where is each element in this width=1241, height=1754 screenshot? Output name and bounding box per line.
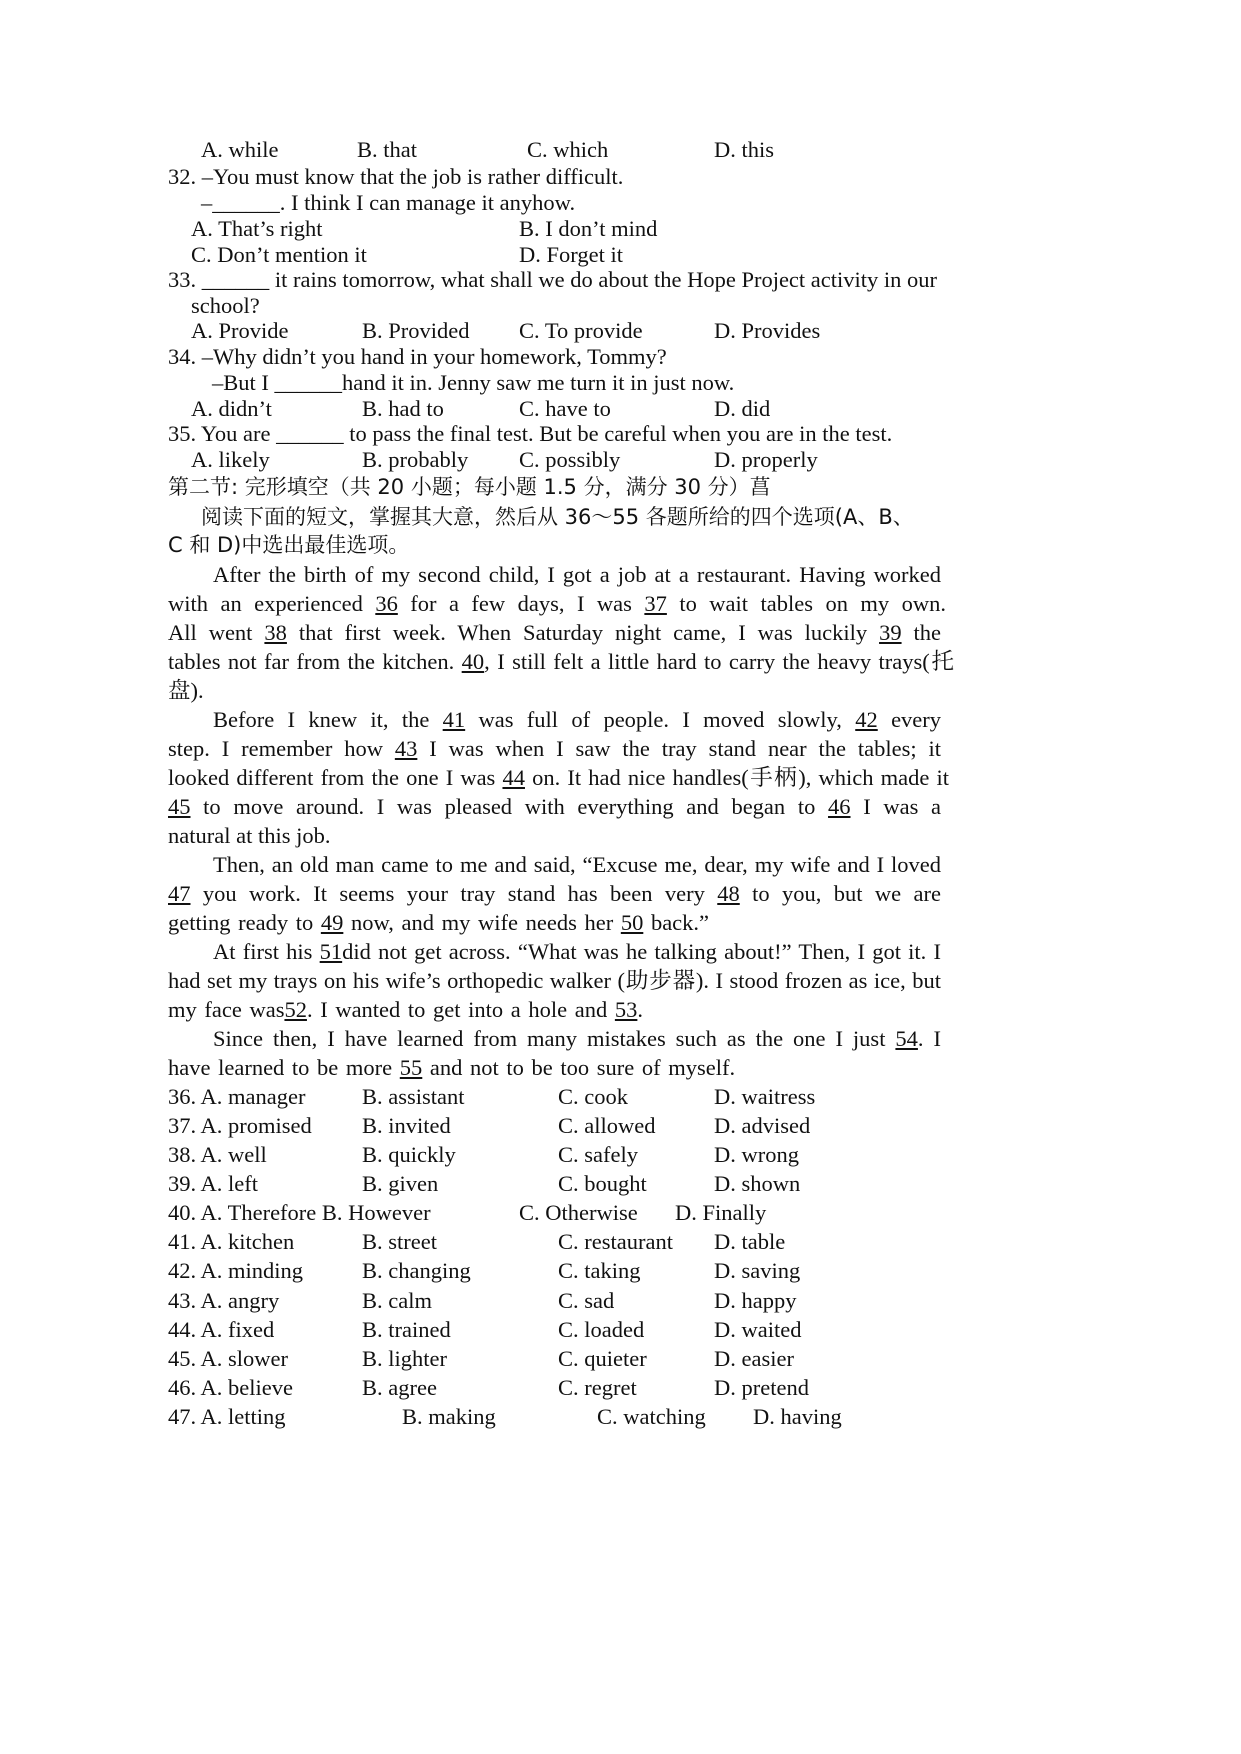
q35-stem: 35. You are ______ to pass the final test. But be careful when you are in the test. bbox=[168, 421, 893, 446]
cloze-option-46-b: B. agree bbox=[362, 1375, 437, 1400]
passage-line: 47 you work. It seems your tray stand has been very 48 to you, but we are bbox=[168, 881, 942, 906]
q32-option-b: B. I don’t mind bbox=[519, 216, 658, 241]
cloze-option-43-b: B. calm bbox=[362, 1288, 432, 1313]
passage-line: 盘). bbox=[168, 678, 204, 703]
blank-43: 43 bbox=[394, 736, 418, 761]
cloze-option-36-d: D. waitress bbox=[714, 1084, 816, 1109]
cloze-option-45-b: B. lighter bbox=[362, 1346, 447, 1371]
q34-option-b: B. had to bbox=[362, 396, 444, 421]
cloze-option-39-d: D. shown bbox=[714, 1171, 801, 1196]
blank-39: 39 bbox=[879, 620, 902, 645]
cloze-option-47-d: D. having bbox=[753, 1404, 842, 1429]
blank-55: 55 bbox=[399, 1055, 423, 1080]
passage-line: my face was52. I wanted to get into a hole and 53. bbox=[168, 997, 643, 1022]
q34-option-c: C. have to bbox=[519, 396, 611, 421]
q35-option-a: A. likely bbox=[191, 447, 270, 472]
passage-line: After the birth of my second child, I got a job at a restaurant. Having worked bbox=[213, 562, 941, 587]
q32-reply: –______. I think I can manage it anyhow. bbox=[201, 190, 576, 215]
cloze-option-46-a: 46. A. believe bbox=[168, 1375, 293, 1400]
blank-51: 51 bbox=[319, 939, 343, 964]
cloze-option-36-c: C. cook bbox=[558, 1084, 628, 1109]
passage-line: getting ready to 49 now, and my wife needs her 50 back.” bbox=[168, 910, 710, 935]
cloze-option-38-d: D. wrong bbox=[714, 1142, 799, 1167]
q34-reply: –But I ______hand it in. Jenny saw me turn it in just now. bbox=[212, 370, 735, 395]
blank-36: 36 bbox=[375, 591, 398, 616]
q33-option-d: D. Provides bbox=[714, 318, 821, 343]
cloze-option-41-b: B. street bbox=[362, 1229, 437, 1254]
passage-line: All went 38 that first week. When Saturday night came, I was luckily 39 the bbox=[168, 620, 942, 645]
cloze-option-46-c: C. regret bbox=[558, 1375, 637, 1400]
passage-line: had set my trays on his wife’s orthopedic walker (助步器). I stood frozen as ice, but bbox=[168, 968, 941, 993]
cloze-option-42-d: D. saving bbox=[714, 1258, 801, 1283]
blank-54: 54 bbox=[895, 1026, 918, 1051]
cloze-option-47-a: 47. A. letting bbox=[168, 1404, 286, 1429]
cloze-option-43-d: D. happy bbox=[714, 1288, 797, 1313]
section2-instruction-line2: C 和 D)中选出最佳选项。 bbox=[168, 533, 410, 557]
cloze-option-41-a: 41. A. kitchen bbox=[168, 1229, 295, 1254]
blank-45: 45 bbox=[168, 794, 191, 819]
q35-option-c: C. possibly bbox=[519, 447, 621, 472]
q32-option-a: A. That’s right bbox=[191, 216, 323, 241]
q31-option-a: A. while bbox=[201, 137, 279, 162]
cloze-option-37-c: C. allowed bbox=[558, 1113, 656, 1138]
q34-option-d: D. did bbox=[714, 396, 771, 421]
cloze-option-45-a: 45. A. slower bbox=[168, 1346, 288, 1371]
blank-49: 49 bbox=[320, 910, 344, 935]
cloze-option-44-c: C. loaded bbox=[558, 1317, 645, 1342]
blank-44: 44 bbox=[502, 765, 525, 790]
cloze-option-43-c: C. sad bbox=[558, 1288, 615, 1313]
blank-38: 38 bbox=[264, 620, 287, 645]
cloze-option-42-c: C. taking bbox=[558, 1258, 641, 1283]
blank-46: 46 bbox=[828, 794, 851, 819]
q32-option-c: C. Don’t mention it bbox=[191, 242, 367, 267]
section2-heading: 第二节: 完形填空（共 20 小题；每小题 1.5 分，满分 30 分）菖 bbox=[168, 475, 771, 499]
cloze-option-41-d: D. table bbox=[714, 1229, 786, 1254]
cloze-option-44-a: 44. A. fixed bbox=[168, 1317, 275, 1342]
cloze-option-44-b: B. trained bbox=[362, 1317, 451, 1342]
q33-option-a: A. Provide bbox=[191, 318, 289, 343]
q35-option-d: D. properly bbox=[714, 447, 818, 472]
blank-48: 48 bbox=[717, 881, 740, 906]
cloze-option-36-b: B. assistant bbox=[362, 1084, 465, 1109]
passage-line: step. I remember how 43 I was when I saw the tray stand near the tables; it bbox=[168, 736, 942, 761]
cloze-option-40-d: D. Finally bbox=[675, 1200, 767, 1225]
q34-option-a: A. didn’t bbox=[191, 396, 272, 421]
q33-option-c: C. To provide bbox=[519, 318, 643, 343]
passage-line: have learned to be more 55 and not to be too sure of myself. bbox=[168, 1055, 736, 1080]
cloze-option-47-c: C. watching bbox=[597, 1404, 706, 1429]
passage-line: with an experienced 36 for a few days, I was 37 to wait tables on my own. bbox=[168, 591, 947, 616]
cloze-option-39-c: C. bought bbox=[558, 1171, 647, 1196]
q31-option-c: C. which bbox=[527, 137, 609, 162]
cloze-option-46-d: D. pretend bbox=[714, 1375, 809, 1400]
cloze-option-42-b: B. changing bbox=[362, 1258, 471, 1283]
q33-stem-continued: school? bbox=[191, 293, 260, 318]
cloze-option-47-b: B. making bbox=[402, 1404, 496, 1429]
q35-option-b: B. probably bbox=[362, 447, 469, 472]
cloze-option-41-c: C. restaurant bbox=[558, 1229, 673, 1254]
passage-line: Before I knew it, the 41 was full of people. I moved slowly, 42 every bbox=[213, 707, 942, 732]
q32-stem: 32. –You must know that the job is rather difficult. bbox=[168, 164, 624, 189]
blank-42: 42 bbox=[855, 707, 878, 732]
q31-option-d: D. this bbox=[714, 137, 775, 162]
cloze-option-37-a: 37. A. promised bbox=[168, 1113, 312, 1138]
q31-option-b: B. that bbox=[357, 137, 417, 162]
cloze-option-38-a: 38. A. well bbox=[168, 1142, 267, 1167]
blank-41: 41 bbox=[442, 707, 466, 732]
blank-47: 47 bbox=[168, 881, 191, 906]
blank-40: 40 bbox=[461, 649, 485, 674]
cloze-option-42-a: 42. A. minding bbox=[168, 1258, 304, 1283]
passage-line: looked different from the one I was 44 on. It had nice handles(手柄), which made it bbox=[168, 765, 950, 790]
cloze-option-45-c: C. quieter bbox=[558, 1346, 647, 1371]
q33-stem: 33. ______ it rains tomorrow, what shall we do about the Hope Project activity in our bbox=[168, 267, 938, 292]
passage-line: tables not far from the kitchen. 40, I still felt a little hard to carry the heavy trays(托 bbox=[168, 649, 955, 674]
cloze-option-40-c: C. Otherwise bbox=[519, 1200, 638, 1225]
blank-53: 53 bbox=[614, 997, 638, 1022]
cloze-option-40-ab: 40. A. Therefore B. However bbox=[168, 1200, 431, 1225]
passage-line: 45 to move around. I was pleased with everything and began to 46 I was a bbox=[168, 794, 941, 819]
cloze-option-45-d: D. easier bbox=[714, 1346, 794, 1371]
q34-stem: 34. –Why didn’t you hand in your homework, Tommy? bbox=[168, 344, 667, 369]
cloze-option-36-a: 36. A. manager bbox=[168, 1084, 306, 1109]
blank-52: 52 bbox=[284, 997, 307, 1022]
cloze-option-44-d: D. waited bbox=[714, 1317, 802, 1342]
passage-line: Since then, I have learned from many mistakes such as the one I just 54. I bbox=[213, 1026, 942, 1051]
q32-option-d: D. Forget it bbox=[519, 242, 623, 267]
section2-instruction-line1: 阅读下面的短文，掌握其大意，然后从 36～55 各题所给的四个选项(A、B、 bbox=[201, 505, 914, 529]
cloze-option-39-a: 39. A. left bbox=[168, 1171, 258, 1196]
cloze-option-39-b: B. given bbox=[362, 1171, 439, 1196]
cloze-option-38-c: C. safely bbox=[558, 1142, 638, 1167]
cloze-option-37-d: D. advised bbox=[714, 1113, 811, 1138]
q33-option-b: B. Provided bbox=[362, 318, 470, 343]
cloze-option-38-b: B. quickly bbox=[362, 1142, 456, 1167]
blank-37: 37 bbox=[644, 591, 667, 616]
passage-line: At first his 51did not get across. “What was he talking about!” Then, I got it. I bbox=[213, 939, 941, 964]
passage-line: Then, an old man came to me and said, “Excuse me, dear, my wife and I loved bbox=[213, 852, 941, 877]
blank-50: 50 bbox=[620, 910, 644, 935]
cloze-option-43-a: 43. A. angry bbox=[168, 1288, 280, 1313]
passage-line: natural at this job. bbox=[168, 823, 331, 848]
cloze-option-37-b: B. invited bbox=[362, 1113, 451, 1138]
